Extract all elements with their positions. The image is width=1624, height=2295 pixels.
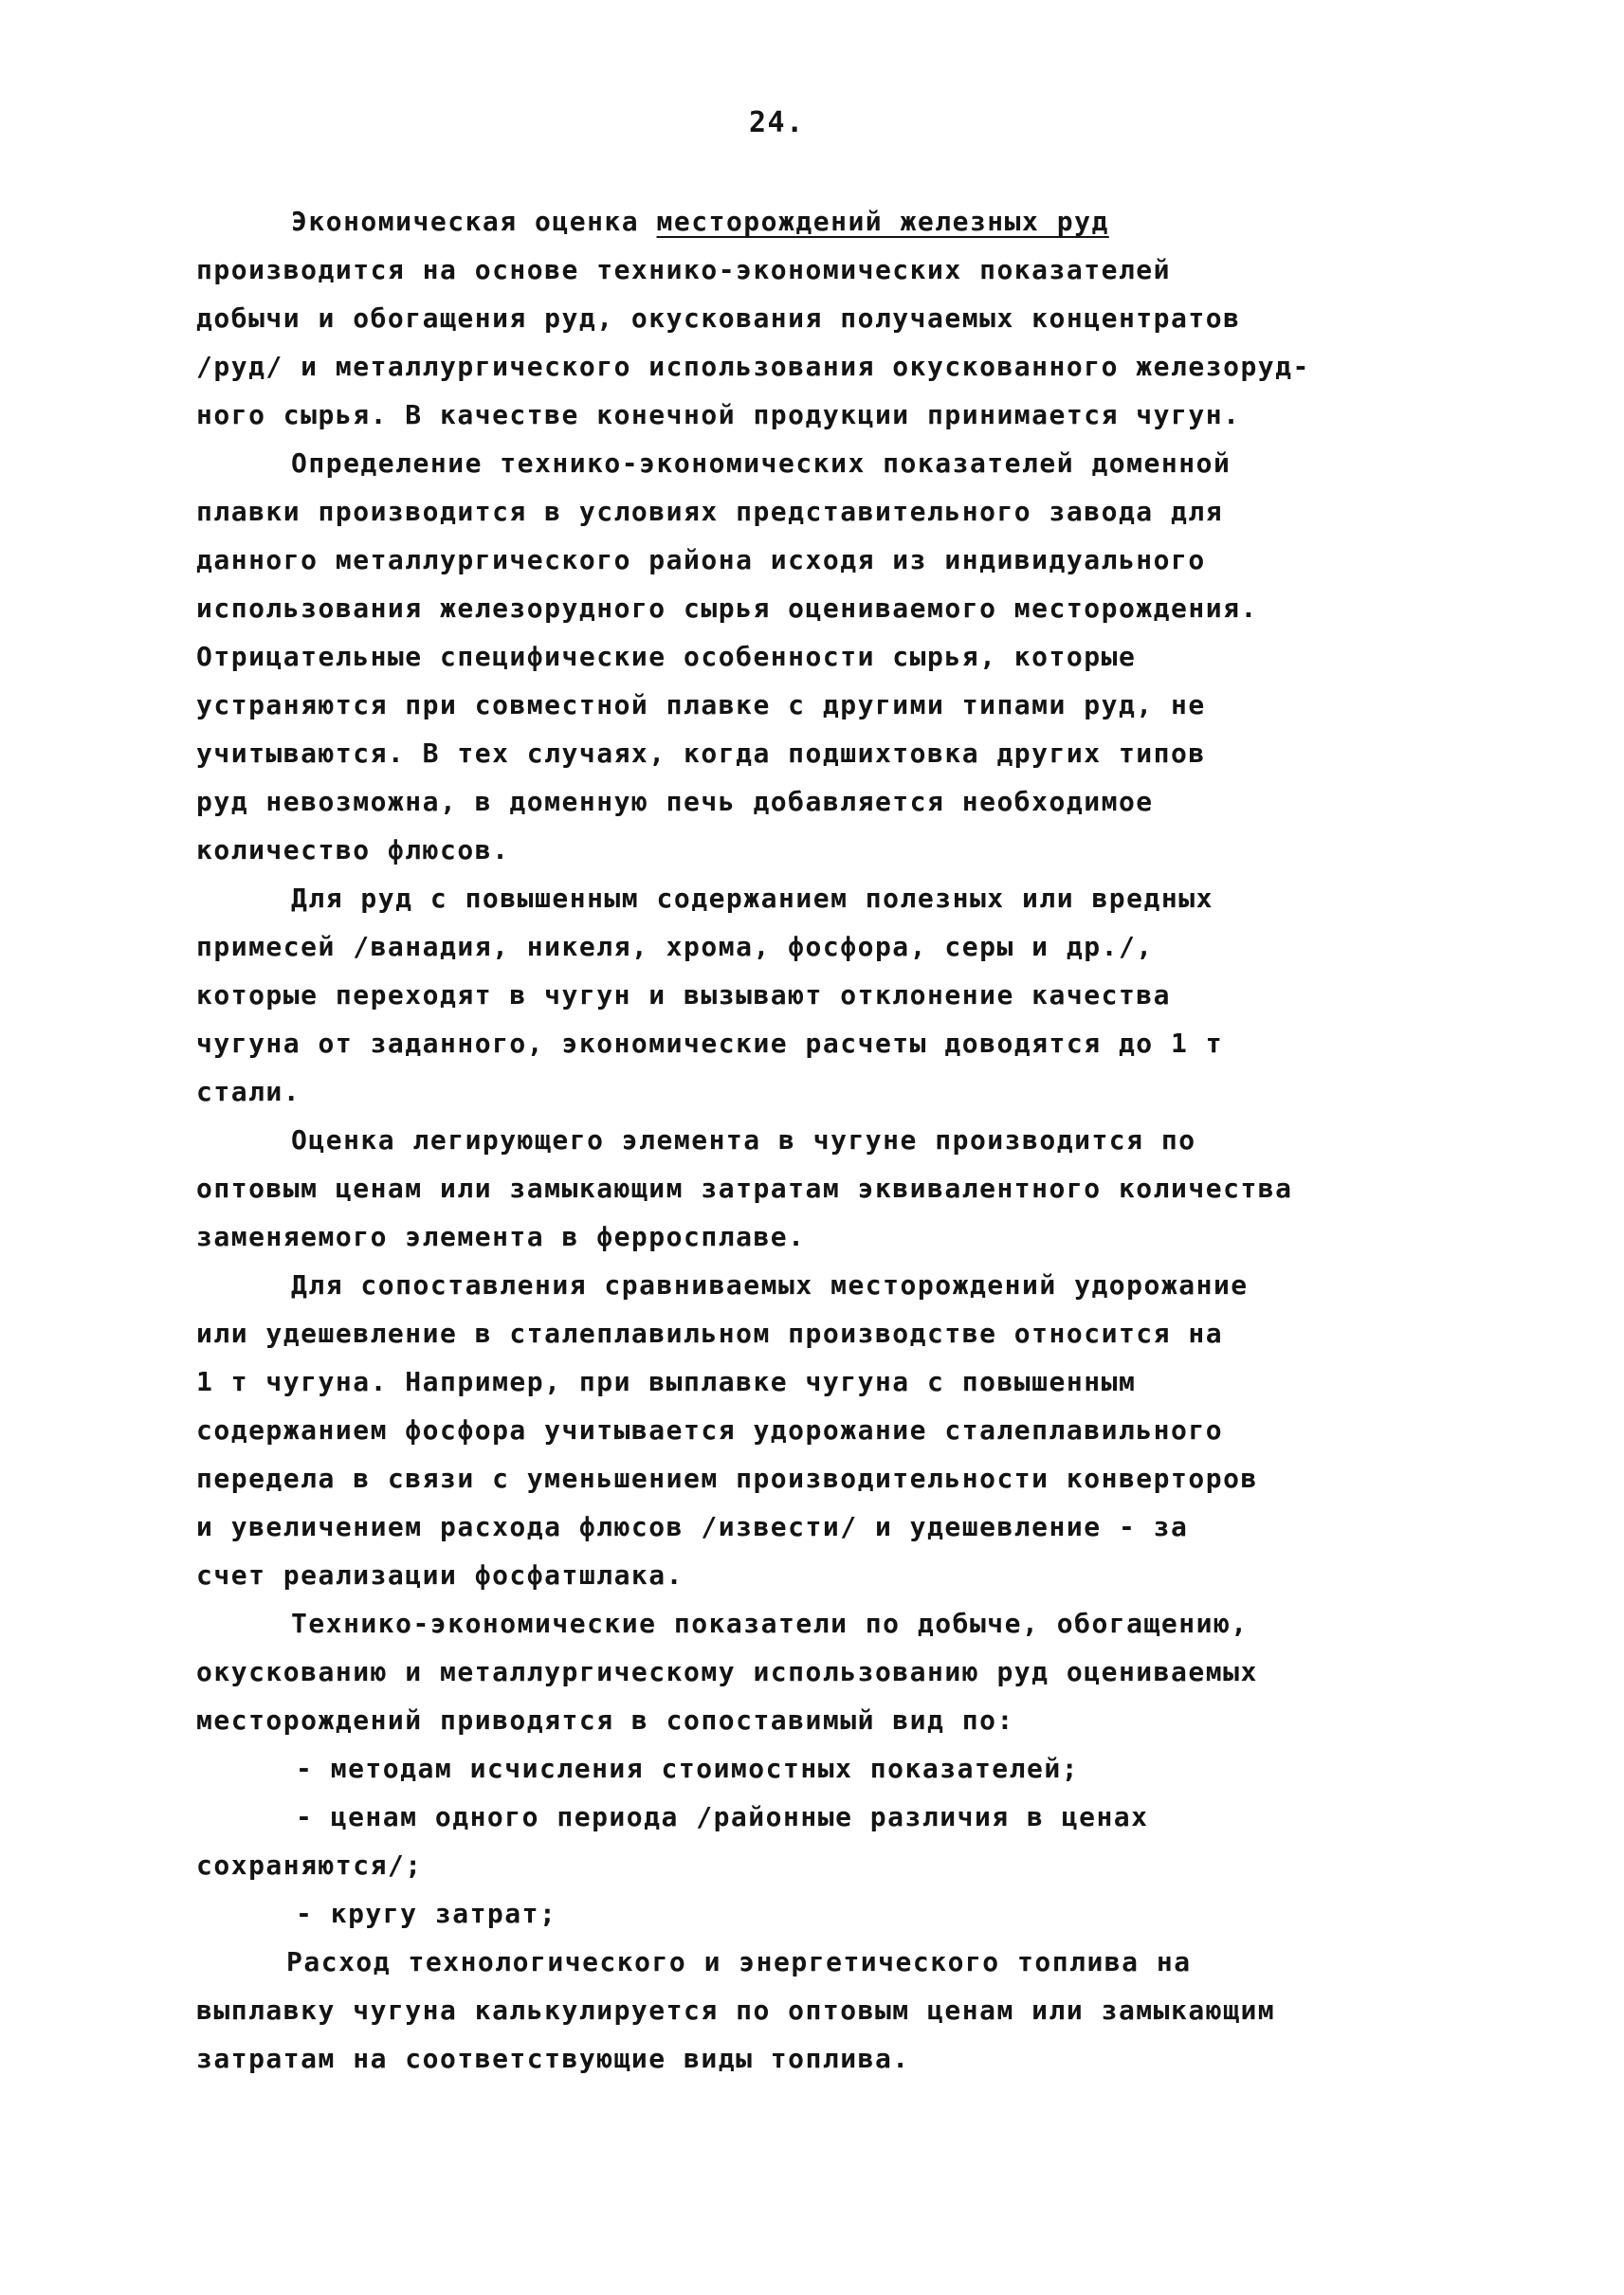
text-line: Расход технологического и энергетического топлива на [286,1946,1192,1977]
text-fragment: Экономическая оценка [291,206,657,237]
text-line: сохраняются/; [196,1849,423,1881]
text-line: использования железорудного сырья оцениваемого месторождения. [196,592,1258,624]
text-line: и увеличением расхода флюсов /извести/ и удешевление - за [196,1511,1189,1542]
text-line: плавки производится в условиях представительного завода для [196,496,1224,527]
page-number: 24. [749,106,805,139]
text-line: Для руд с повышенным содержанием полезных или вредных [291,883,1213,914]
text-line: которые переходят в чугун и вызывают отклонение качества [196,979,1172,1011]
text-line: заменяемого элемента в ферросплаве. [196,1221,806,1252]
list-item: - ценам одного периода /районные различия в ценах [296,1801,1149,1832]
text-line: устраняются при совместной плавке с другими типами руд, не [196,689,1206,720]
text-line: передела в связи с уменьшением производительности конверторов [196,1463,1258,1494]
text-line: окускованию и металлургическому использованию руд оцениваемых [196,1656,1258,1687]
text-line: Оценка легирующего элемента в чугуне производится по [291,1124,1196,1156]
text-line: Определение технико-экономических показателей доменной [291,447,1232,479]
text-line: стали. [196,1076,301,1107]
text-line: 1 т чугуна. Например, при выплавке чугуна с повышенным [196,1366,1137,1397]
text-line: Отрицательные специфические особенности сырья, которые [196,641,1137,672]
text-line: ного сырья. В качестве конечной продукции принимается чугун. [196,399,1241,430]
text-line: добычи и обогащения руд, окускования получаемых концентратов [196,302,1241,334]
text-line: /руд/ и металлургического использования окускованного железоруд- [196,351,1310,382]
text-line: чугуна от заданного, экономические расчеты доводятся до 1 т [196,1028,1224,1059]
text-line [196,197,1457,246]
text-line: или удешевление в сталеплавильном производстве относится на [196,1318,1224,1349]
text-line: выплавку чугуна калькулируется по оптовым ценам или замыкающим [196,1994,1276,2026]
text-line: примесей /ванадия, никеля, хрома, фосфора, серы и др./, [196,931,1154,962]
text-line: учитываются. В тех случаях, когда подшихтовка других типов [196,738,1206,769]
text-line: содержанием фосфора учитывается удорожание сталеплавильного [196,1414,1224,1446]
text-line: месторождений приводятся в сопоставимый вид по: [196,1704,1014,1736]
text-line: производится на основе технико-экономических показателей [196,254,1172,285]
list-item: - методам исчисления стоимостных показателей; [296,1753,1080,1784]
text-line: Технико-экономические показатели по добыче, обогащению, [291,1608,1249,1639]
text-line: руд невозможна, в доменную печь добавляется необходимое [196,786,1154,817]
text-line: Для сопоставления сравниваемых месторождений удорожание [291,1269,1249,1301]
text-line: затратам на соответствующие виды топлива. [196,2043,910,2074]
text-line: количество флюсов. [196,834,510,865]
text-line: оптовым ценам или замыкающим затратам эквивалентного количества [196,1173,1293,1204]
document-body [196,197,1457,2083]
underlined-phrase: месторождений железных руд [656,206,1109,237]
list-item: - кругу затрат; [296,1898,557,1929]
text-line: счет реализации фосфатшлака. [196,1559,684,1591]
text-line: данного металлургического района исходя из индивидуального [196,544,1206,575]
